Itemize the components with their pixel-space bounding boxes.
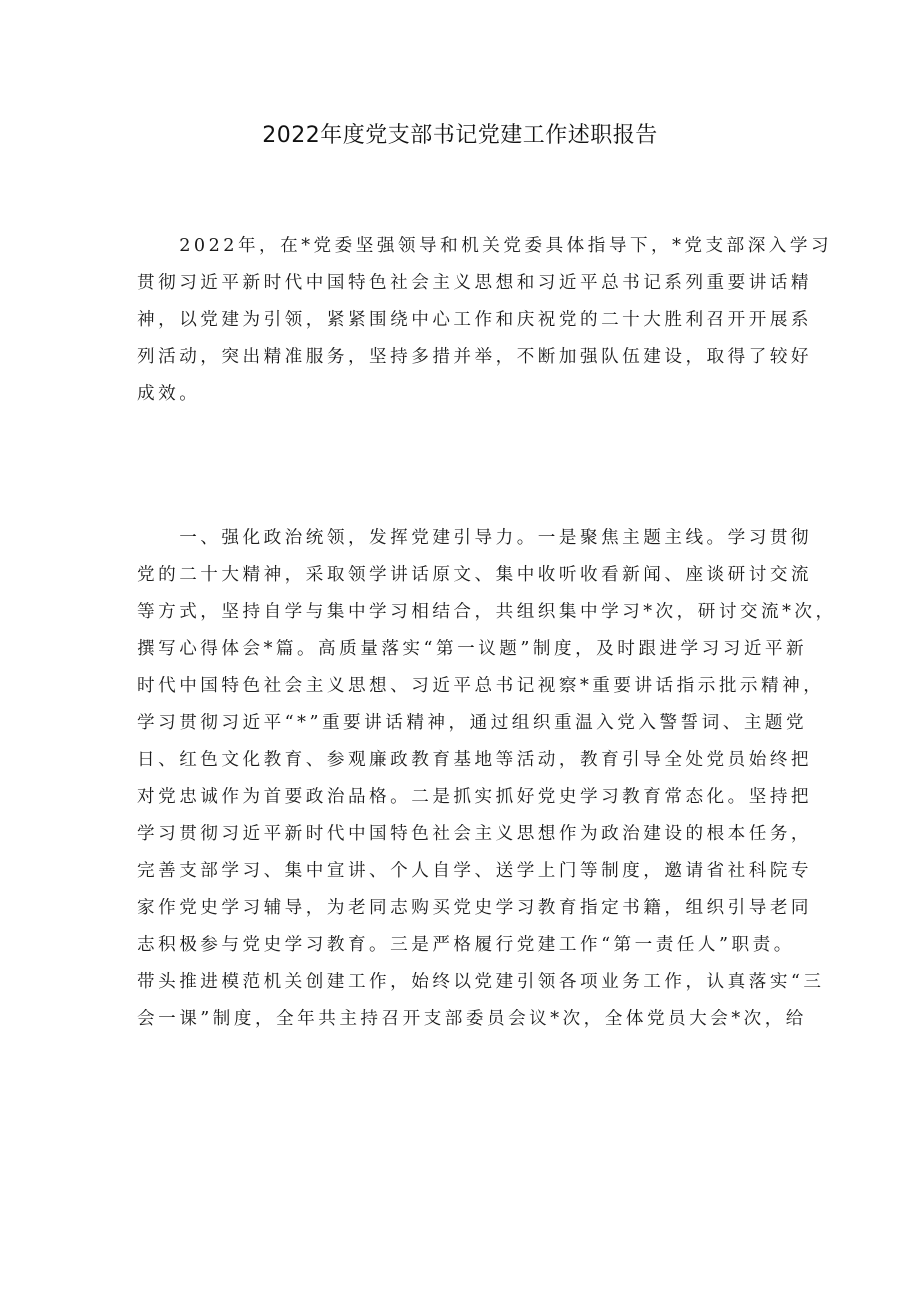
paragraph-line: 党的二十大精神，采取领学讲话原文、集中收听收看新闻、座谈研讨交流: [137, 565, 813, 585]
paragraph-line: 完善支部学习、集中宣讲、个人自学、送学上门等制度，邀请省社科院专: [137, 861, 813, 881]
paragraph-line: 时代中国特色社会主义思想、习近平总书记视察*重要讲话指示批示精神，: [137, 676, 825, 696]
paragraph-line: 2022年，在*党委坚强领导和机关党委具体指导下，*党支部深入学习: [137, 236, 833, 256]
paragraph-line: 贯彻习近平新时代中国特色社会主义思想和习近平总书记系列重要讲话精: [137, 273, 813, 293]
paragraph-line: 撰写心得体会*篇。高质量落实“第一议题”制度，及时跟进学习习近平新: [137, 639, 808, 659]
paragraph-line: 对党忠诚作为首要政治品格。二是抓实抓好党史学习教育常态化。坚持把: [137, 787, 813, 807]
paragraph-line: 会一课”制度，全年共主持召开支部委员会议*次，全体党员大会*次，给: [137, 1009, 807, 1029]
paragraph-2: [137, 520, 837, 1038]
paragraph-line: 学习贯彻习近平“*”重要讲话精神，通过组织重温入党入警誓词、主题党: [137, 713, 808, 733]
document-title: 2022年度党支部书记党建工作述职报告: [262, 123, 658, 148]
paragraph-line: 成效。: [137, 384, 201, 404]
paragraph-1: [137, 228, 833, 413]
paragraph-line: 带头推进模范机关创建工作，始终以党建引领各项业务工作，认真落实“三: [137, 972, 825, 992]
paragraph-line: 神，以党建为引领，紧紧围绕中心工作和庆祝党的二十大胜利召开开展系: [137, 310, 813, 330]
paragraph-line: 日、红色文化教育、参观廉政教育基地等活动，教育引导全处党员始终把: [137, 750, 813, 770]
paragraph-line: 列活动，突出精准服务，坚持多措并举，不断加强队伍建设，取得了较好: [137, 347, 813, 367]
paragraph-line: 志积极参与党史学习教育。三是严格履行党建工作“第一责任人”职责。: [137, 935, 795, 955]
paragraph-line: 家作党史学习辅导，为老同志购买党史学习教育指定书籍，组织引导老同: [137, 898, 813, 918]
paragraph-line: 一、强化政治统领，发挥党建引导力。一是聚焦主题主线。学习贯彻: [137, 528, 813, 548]
paragraph-line: 等方式，坚持自学与集中学习相结合，共组织集中学习*次，研讨交流*次，: [137, 602, 837, 622]
paragraph-line: 学习贯彻习近平新时代中国特色社会主义思想作为政治建设的根本任务，: [137, 824, 813, 844]
